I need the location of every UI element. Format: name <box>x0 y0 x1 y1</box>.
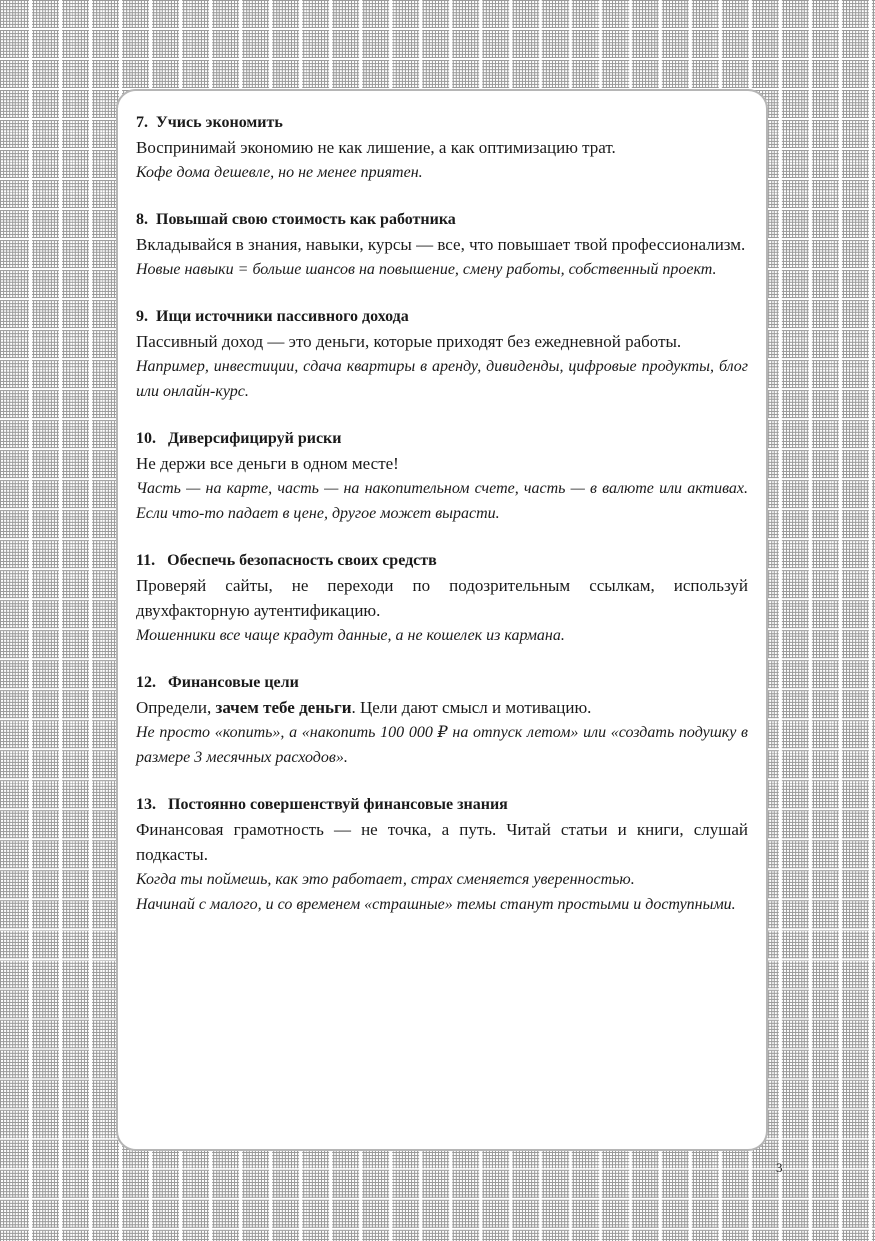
tip-heading: 9. Ищи источники пассивного дохода <box>136 308 409 325</box>
tip-13 <box>136 792 748 917</box>
tip-11 <box>136 548 748 648</box>
tip-10 <box>136 426 748 526</box>
tip-example: Когда ты поймешь, как это работает, страх сменяется уверенностью. <box>136 871 635 888</box>
tip-text-emphasis: зачем тебе деньги <box>215 698 352 717</box>
tip-text <box>136 695 748 720</box>
tip-conclusion: Начинай с малого, и со временем «страшные» темы станут простыми и доступными. <box>136 896 736 913</box>
tip-heading: 7. Учись экономить <box>136 114 283 131</box>
tip-text-end: . Цели дают смысл и мотивацию. <box>351 698 592 717</box>
tip-heading: 13. Постоянно совершенствуй финансовые знания <box>136 796 508 813</box>
tip-heading: 12. Финансовые цели <box>136 674 299 691</box>
tip-text: Не держи все деньги в одном месте! <box>136 454 399 473</box>
tip-7 <box>136 110 748 185</box>
tip-text-start: Определи, <box>136 698 216 717</box>
tip-text: Вкладывайся в знания, навыки, курсы — все, что повышает твой профессионализм. <box>136 235 746 254</box>
tip-heading: 8. Повышай свою стоимость как работника <box>136 211 456 228</box>
tip-8 <box>136 207 748 282</box>
tip-example: Мошенники все чаще крадут данные, а не кошелек из кармана. <box>136 627 565 644</box>
tip-12 <box>136 670 748 770</box>
tip-9 <box>136 304 748 404</box>
tip-example: Например, инвестиции, сдача квартиры в аренду, дивиденды, цифровые продукты, блог или онлайн-курс. <box>136 358 748 400</box>
tips-list <box>136 110 748 939</box>
tip-example: Новые навыки = больше шансов на повышение, смену работы, собственный проект. <box>136 261 717 278</box>
tip-text: Финансовая грамотность — не точка, а путь. Читай статьи и книги, слушай подкасты. <box>136 820 748 864</box>
tip-heading: 10. Диверсифицируй риски <box>136 430 342 447</box>
tip-text: Пассивный доход — это деньги, которые приходят без ежедневной работы. <box>136 332 682 351</box>
tip-example: Не просто «копить», а «накопить 100 000 ₽ на отпуск летом» или «создать подушку в размере 3 месячных расходов». <box>136 724 748 766</box>
tip-text: Проверяй сайты, не переходи по подозрительным ссылкам, используй двухфакторную аутентификацию. <box>136 576 748 620</box>
tip-example: Кофе дома дешевле, но не менее приятен. <box>136 164 423 181</box>
page-number: 3 <box>776 1160 783 1175</box>
tip-example: Часть — на карте, часть — на накопительном счете, часть — в валюте или активах. Если что-то падает в цене, другое может вырасти. <box>136 480 748 522</box>
tip-heading: 11. Обеспечь безопасность своих средств <box>136 552 437 569</box>
tip-text: Воспринимай экономию не как лишение, а как оптимизацию трат. <box>136 138 616 157</box>
